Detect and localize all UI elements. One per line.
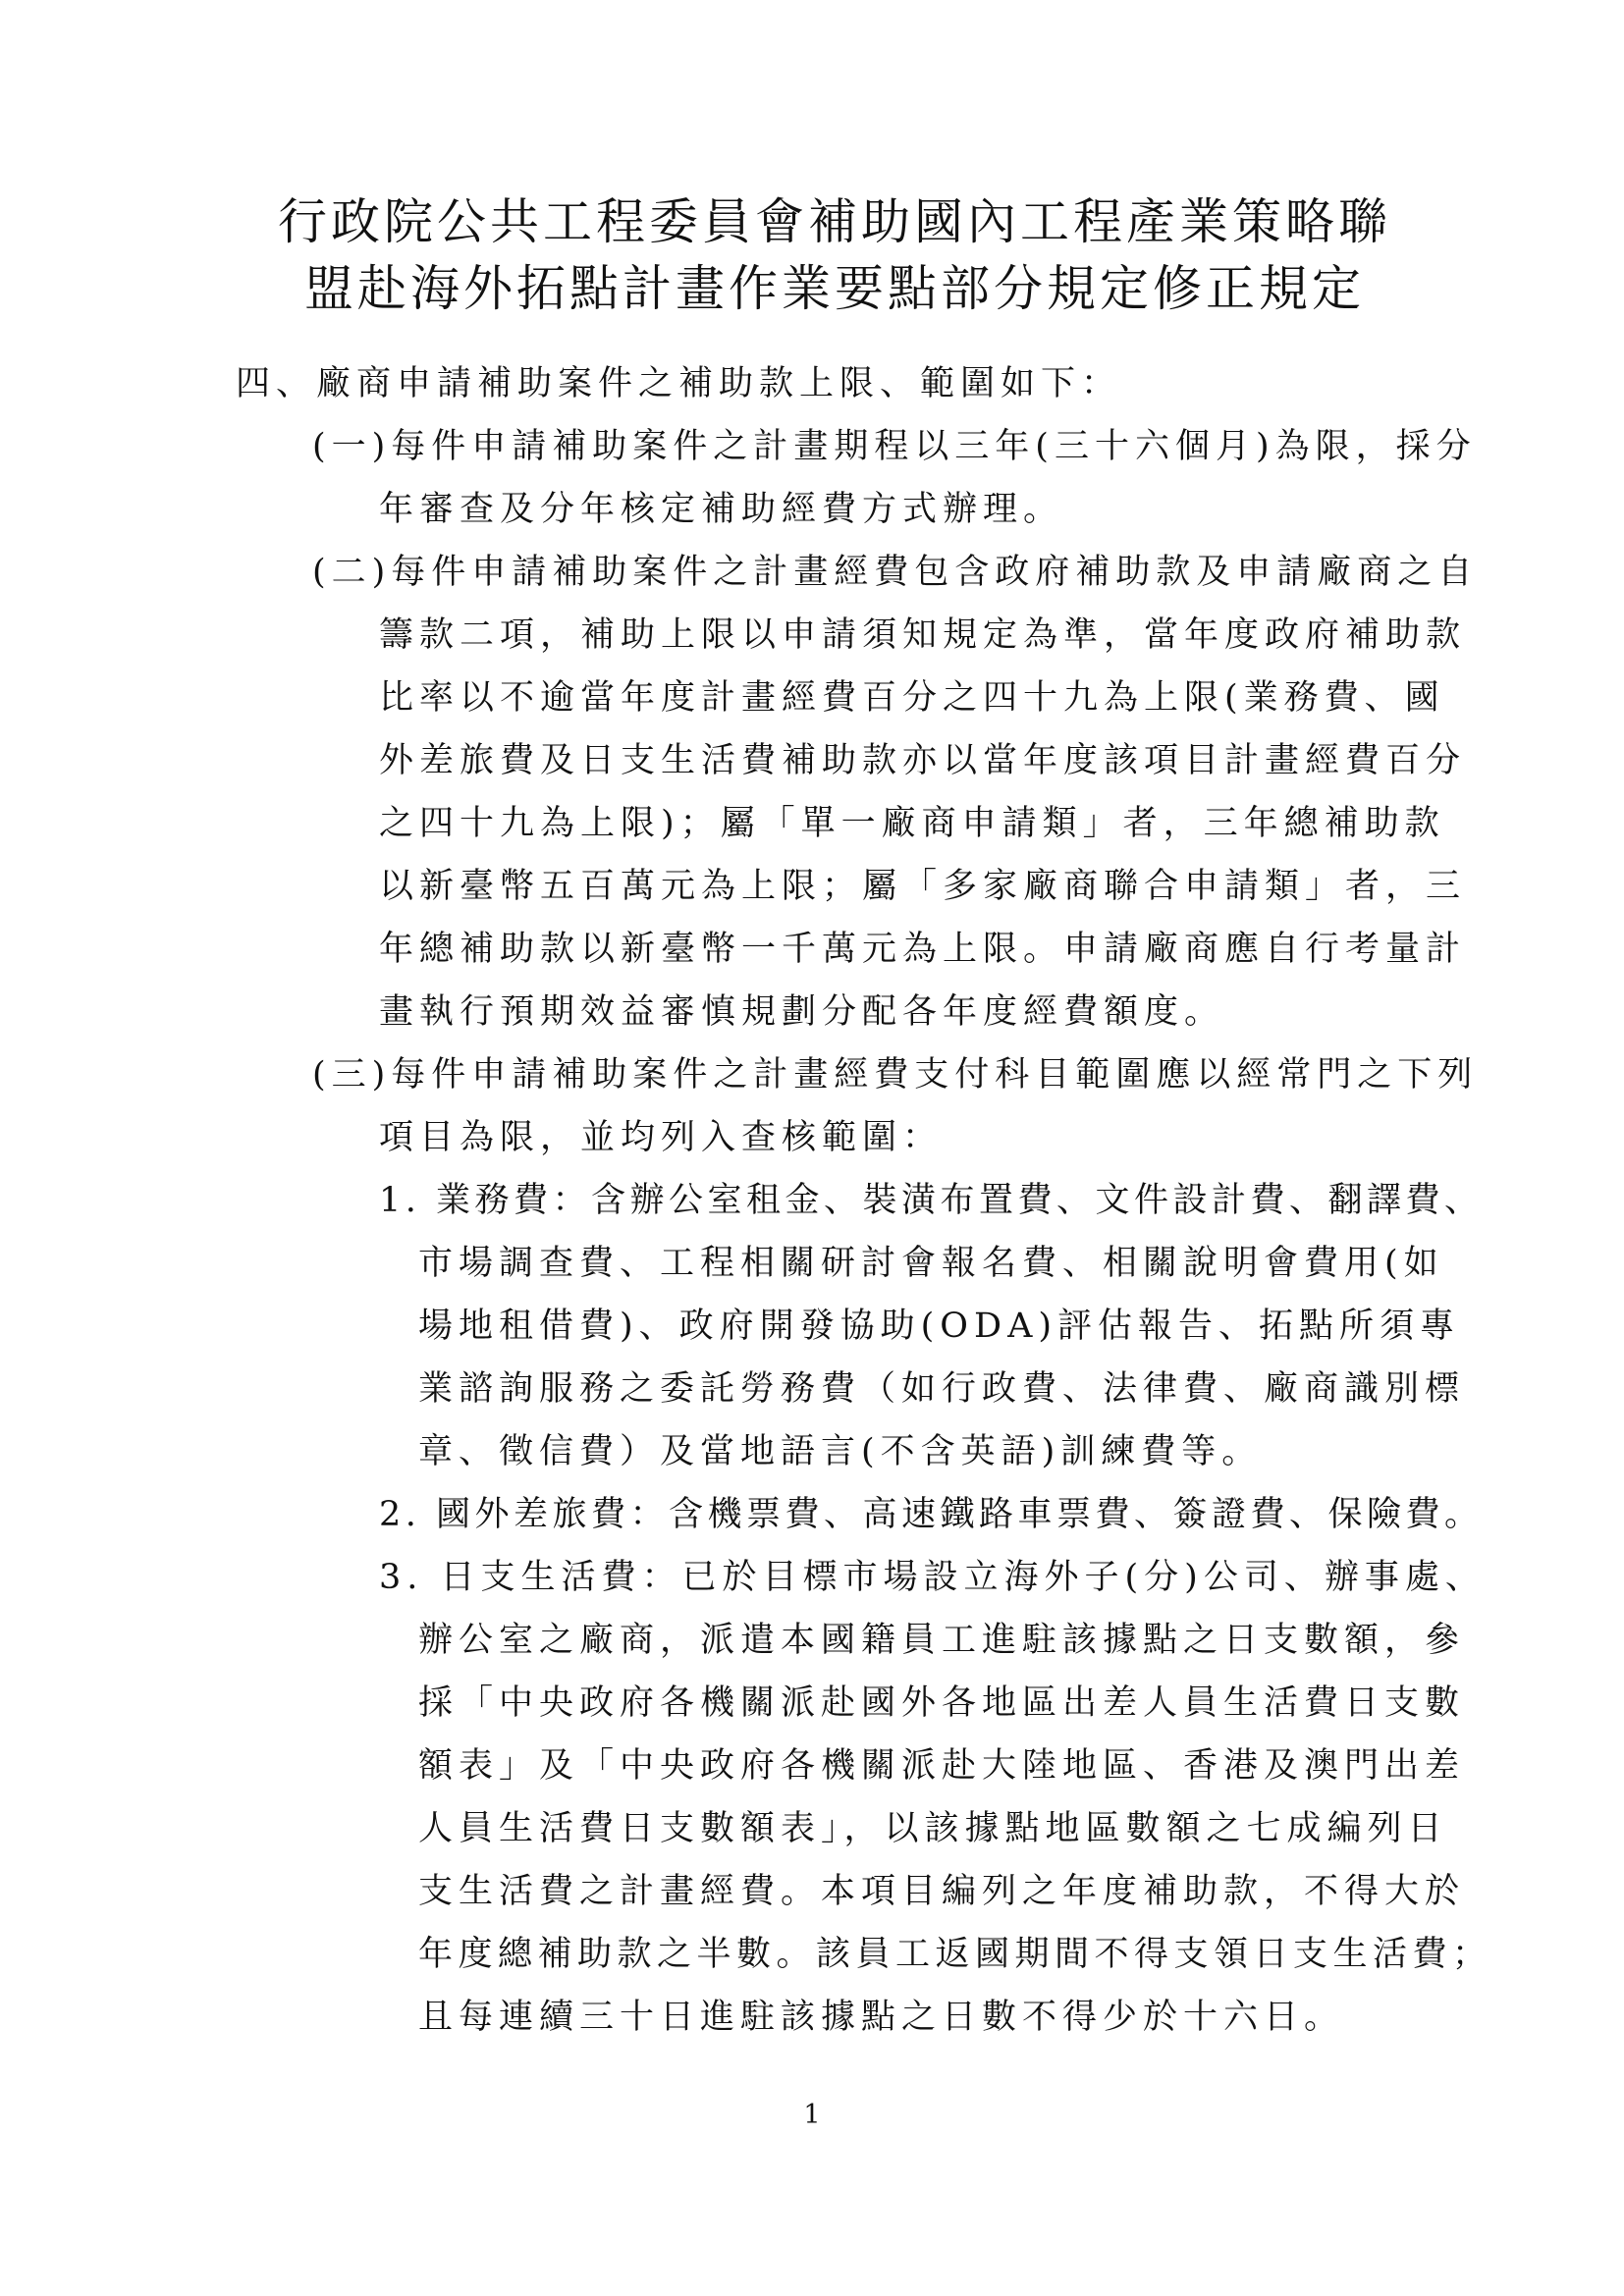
item2-line-2: 籌款二項，補助上限以申請須知規定為準，當年度政府補助款 [379, 615, 1467, 655]
item2-line-1: (二)每件申請補助案件之計畫經費包含政府補助款及申請廠商之自 [312, 553, 1479, 592]
page-number: 1 [803, 2100, 821, 2130]
sub3-line-3: 採「中央政府各機關派赴國外各地區出差人員生活費日支數 [418, 1683, 1466, 1723]
sub3-line-6: 支生活費之計畫經費。本項目編列之年度補助款，不得大於 [418, 1872, 1466, 1911]
sub3-line-5: 人員生活費日支數額表」，以該據點地區數額之七成編列日 [418, 1809, 1448, 1848]
title-line-2: 盟赴海外拓點計畫作業要點部分規定修正規定 [304, 260, 1365, 317]
item2-line-8: 畫執行預期效益審慎規劃分配各年度經費額度。 [379, 992, 1225, 1032]
item2-line-4: 外差旅費及日支生活費補助款亦以當年度該項目計畫經費百分 [379, 741, 1467, 780]
sub1-line-4: 業諮詢服務之委託勞務費（如行政費、法律費、廠商識別標 [418, 1369, 1466, 1409]
title-line-1: 行政院公共工程委員會補助國內工程產業策略聯 [278, 193, 1391, 250]
sub3-line-4: 額表」及「中央政府各機關派赴大陸地區、香港及澳門出差 [418, 1746, 1466, 1786]
sub1-line-3: 場地租借費)、政府開發協助(ODA)評估報告、拓點所須專 [418, 1307, 1460, 1346]
item1-line-2: 年審查及分年核定補助經費方式辦理。 [379, 490, 1064, 529]
item3-line-1: (三)每件申請補助案件之計畫經費支付科目範圍應以經常門之下列 [312, 1055, 1479, 1095]
item2-line-3: 比率以不逾當年度計畫經費百分之四十九為上限(業務費、國 [379, 678, 1445, 718]
item1-line-1: (一)每件申請補助案件之計畫期程以三年(三十六個月)為限，採分 [312, 427, 1477, 466]
item3-line-2: 項目為限，並均列入查核範圍： [379, 1118, 944, 1157]
sub3-line-8: 且每連續三十日進駐該據點之日數不得少於十六日。 [418, 1998, 1345, 2037]
section-heading: 四、廠商申請補助案件之補助款上限、範圍如下： [236, 364, 1122, 403]
sub1-line-2: 市場調查費、工程相關研討會報名費、相關說明會費用(如 [418, 1244, 1444, 1283]
sub3-line-7: 年度總補助款之半數。該員工返國期間不得支領日支生活費； [418, 1935, 1492, 1974]
item2-line-5: 之四十九為上限)；屬「單一廠商申請類」者，三年總補助款 [379, 804, 1445, 843]
item2-line-7: 年總補助款以新臺幣一千萬元為上限。申請廠商應自行考量計 [379, 930, 1467, 969]
sub3-line-1: 3. 日支生活費：已於目標市場設立海外子(分)公司、辦事處、 [379, 1558, 1486, 1597]
sub3-line-2: 辦公室之廠商，派遣本國籍員工進駐該據點之日支數額，參 [418, 1621, 1466, 1660]
sub1-line-5: 章、徵信費）及當地語言(不含英語)訓練費等。 [418, 1432, 1263, 1471]
item2-line-6: 以新臺幣五百萬元為上限；屬「多家廠商聯合申請類」者，三 [379, 867, 1467, 906]
document-title [236, 188, 1434, 322]
sub2-line-1: 2. 國外差旅費：含機票費、高速鐵路車票費、簽證費、保險費。 [379, 1495, 1484, 1534]
sub1-line-1: 1. 業務費：含辦公室租金、裝潢布置費、文件設計費、翻譯費、 [379, 1181, 1484, 1220]
